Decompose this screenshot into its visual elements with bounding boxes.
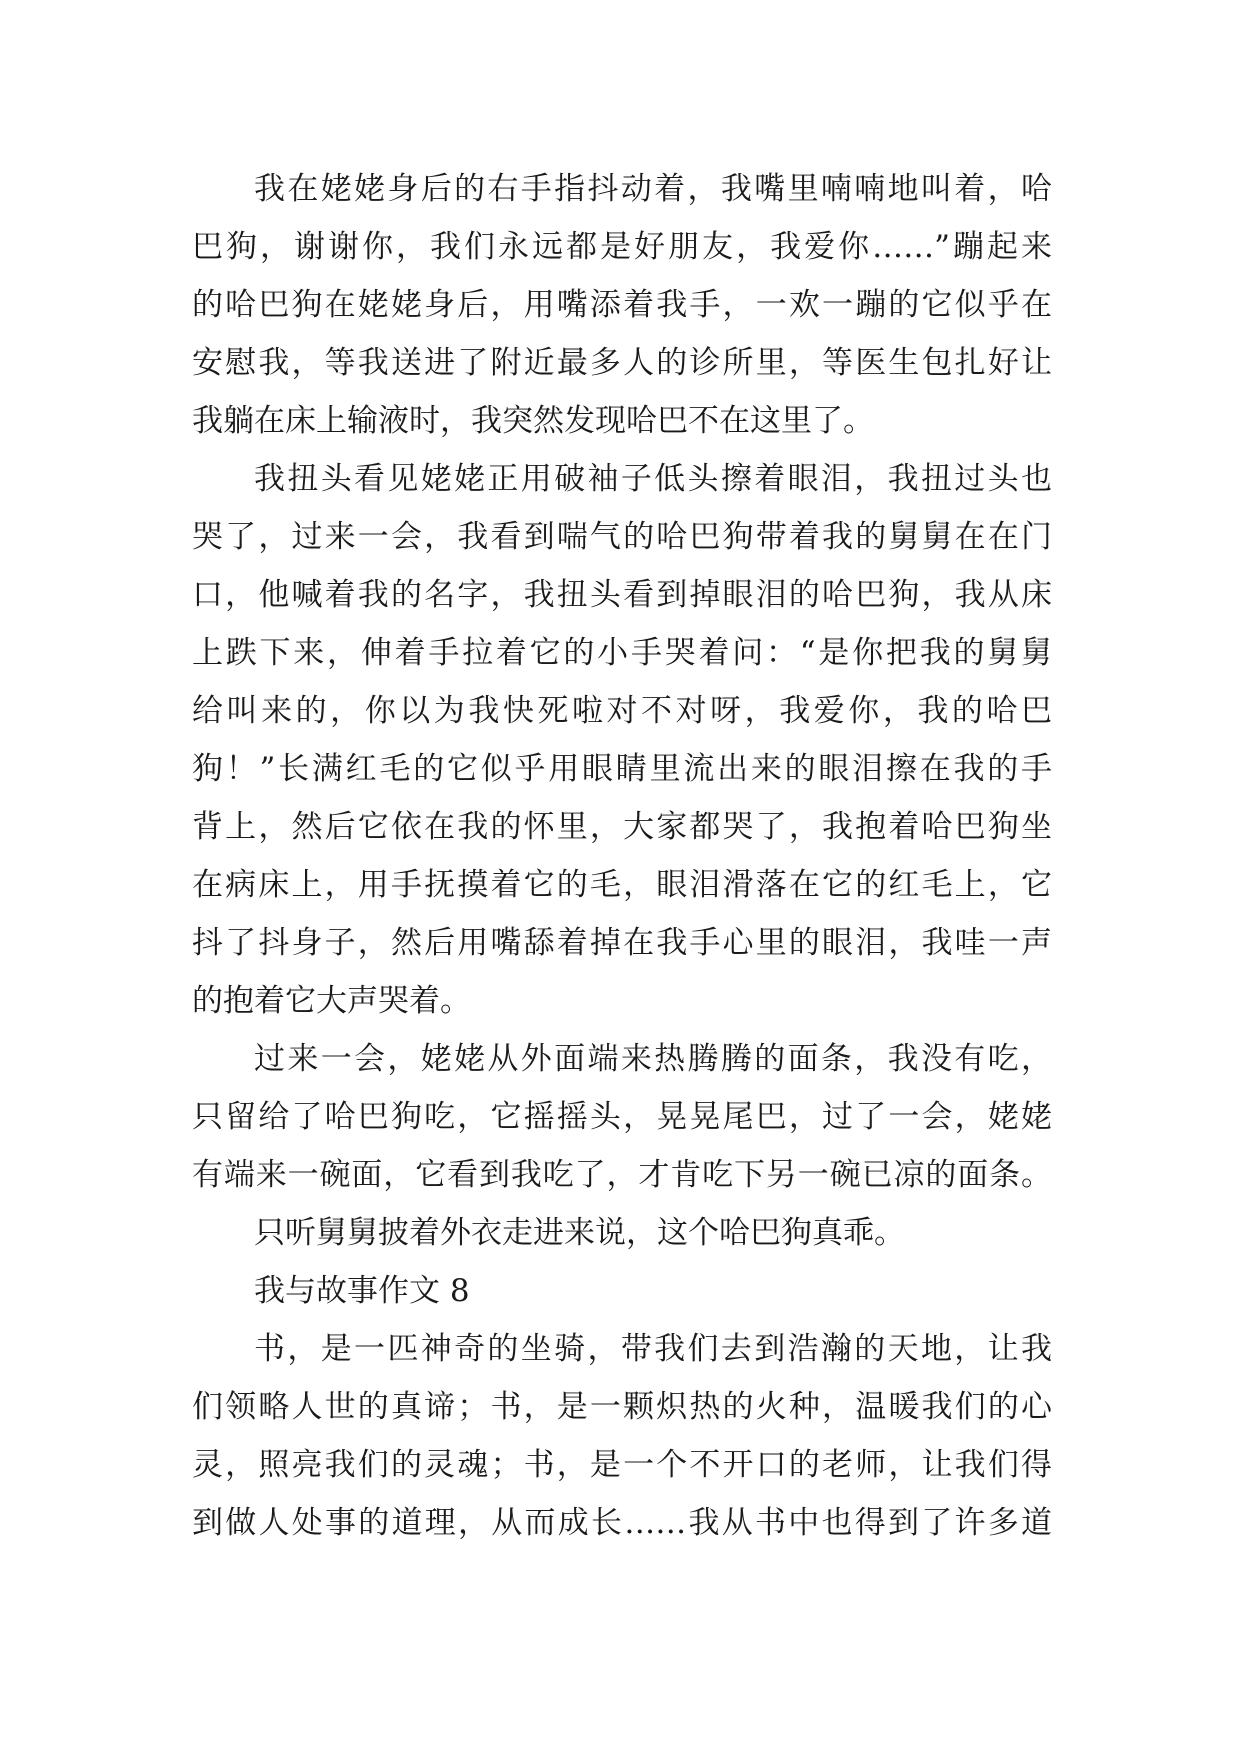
text-line: 背上，然后它依在我的怀里，大家都哭了，我抱着哈巴狗坐	[192, 809, 1052, 845]
text-line: 口，他喊着我的名字，我扭头看到掉眼泪的哈巴狗，我从床	[192, 577, 1052, 613]
text-line: 只留给了哈巴狗吃，它摇摇头，晃晃尾巴，过了一会，姥姥	[192, 1099, 1052, 1135]
text-line: 哭了，过来一会，我看到喘气的哈巴狗带着我的舅舅在在门	[192, 519, 1052, 555]
text-line: 狗！”长满红毛的它似乎用眼睛里流出来的眼泪擦在我的手	[192, 751, 1052, 787]
text-line: 书，是一匹神奇的坐骑，带我们去到浩瀚的天地，让我	[254, 1331, 1052, 1367]
text-line: 的哈巴狗在姥姥身后，用嘴添着我手，一欢一蹦的它似乎在	[192, 287, 1052, 323]
text-line: 我在姥姥身后的右手指抖动着，我嘴里喃喃地叫着，哈	[254, 171, 1052, 207]
text-line: 有端来一碗面，它看到我吃了，才肯吃下另一碗已凉的面条。	[192, 1157, 1052, 1193]
text-line: 给叫来的，你以为我快死啦对不对呀，我爱你，我的哈巴	[192, 693, 1052, 729]
section-heading: 我与故事作文 8	[254, 1273, 470, 1309]
text-line: 在病床上，用手抚摸着它的毛，眼泪滑落在它的红毛上，它	[192, 867, 1052, 903]
text-line: 抖了抖身子，然后用嘴舔着掉在我手心里的眼泪，我哇一声	[192, 925, 1052, 961]
document-body	[192, 160, 1052, 1552]
text-line: 安慰我，等我送进了附近最多人的诊所里，等医生包扎好让	[192, 345, 1052, 381]
text-line: 上跌下来，伸着手拉着它的小手哭着问：“是你把我的舅舅	[192, 635, 1052, 671]
text-line: 我扭头看见姥姥正用破袖子低头擦着眼泪，我扭过头也	[254, 461, 1052, 497]
text-line: 的抱着它大声哭着。	[192, 983, 471, 1019]
text-line: 我躺在床上输液时，我突然发现哈巴不在这里了。	[192, 403, 874, 439]
text-line: 灵，照亮我们的灵魂；书，是一个不开口的老师，让我们得	[192, 1447, 1052, 1483]
text-line: 只听舅舅披着外衣走进来说，这个哈巴狗真乖。	[254, 1215, 905, 1251]
text-line: 到做人处事的道理，从而成长……我从书中也得到了许多道	[192, 1505, 1052, 1541]
text-line: 巴狗，谢谢你，我们永远都是好朋友，我爱你……”蹦起来	[192, 229, 1052, 265]
text-line: 过来一会，姥姥从外面端来热腾腾的面条，我没有吃，	[254, 1041, 1052, 1077]
text-line: 们领略人世的真谛；书，是一颗炽热的火种，温暖我们的心	[192, 1389, 1052, 1425]
